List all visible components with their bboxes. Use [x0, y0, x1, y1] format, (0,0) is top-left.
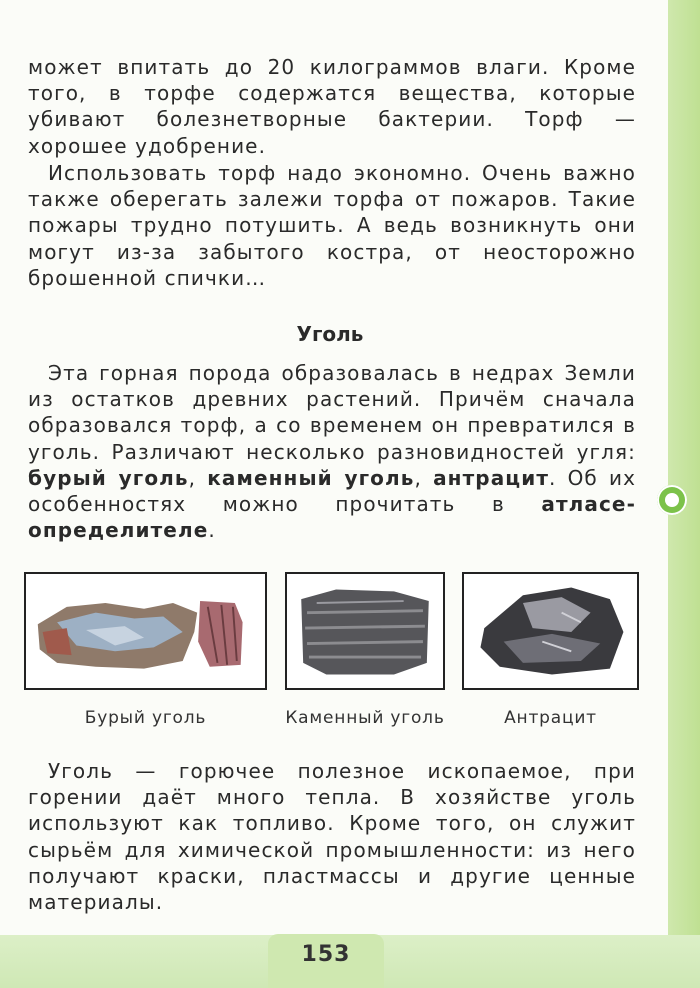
caption-brown-coal: Бурый уголь	[84, 708, 207, 728]
caption-anthracite: Антрацит	[504, 708, 597, 728]
section-marker-icon	[657, 485, 687, 515]
period: .	[208, 518, 216, 543]
term-hard-coal: каменный уголь	[207, 465, 415, 490]
anthracite-photo	[462, 572, 639, 690]
term-atlas: атласе-определителе	[28, 492, 636, 543]
caption-hard-coal: Каменный уголь	[285, 708, 445, 728]
paragraph-peat-fires: Использовать торф надо экономно. Очень важно также оберегать залежи торфа от пожаров. Такие пожары трудно потушить. А ведь возникнуть они могут из-за забытого костра, от неосторожно брошенной спички…	[28, 161, 636, 290]
separator: ,	[414, 465, 434, 490]
paragraph-coal-use: Уголь — горючее полезное ископаемое, при горении даёт много тепла. В хозяйстве уголь используют как топливо. Кроме того, он служит сырьём для химической промышленности: из него получают краски, пластмассы и другие ценные материалы.	[28, 759, 636, 915]
coal-origin-text: Эта горная порода образовалась в недрах Земли из остатков древних растений. Причём сначала образовался торф, а со временем он превратился в уголь. Различают несколько разновидностей угля:	[28, 361, 636, 464]
page-number: 153	[301, 942, 351, 967]
term-anthracite: антрацит	[433, 465, 550, 490]
paragraph-coal-origin	[28, 360, 636, 543]
section-heading: Уголь	[296, 322, 364, 346]
brown-coal-photo	[24, 572, 267, 690]
separator: ,	[188, 465, 208, 490]
coal-atlas-text: . Об их особенностях можно прочитать в	[28, 465, 637, 517]
paragraph-peat-moisture: может впитать до 20 килограммов влаги. Кроме того, в торфе содержатся вещества, которые убивают болезнетворные бактерии. Торф — хорошее удобрение.	[28, 55, 636, 158]
hard-coal-photo	[285, 572, 445, 690]
term-brown-coal: бурый уголь	[28, 465, 189, 490]
